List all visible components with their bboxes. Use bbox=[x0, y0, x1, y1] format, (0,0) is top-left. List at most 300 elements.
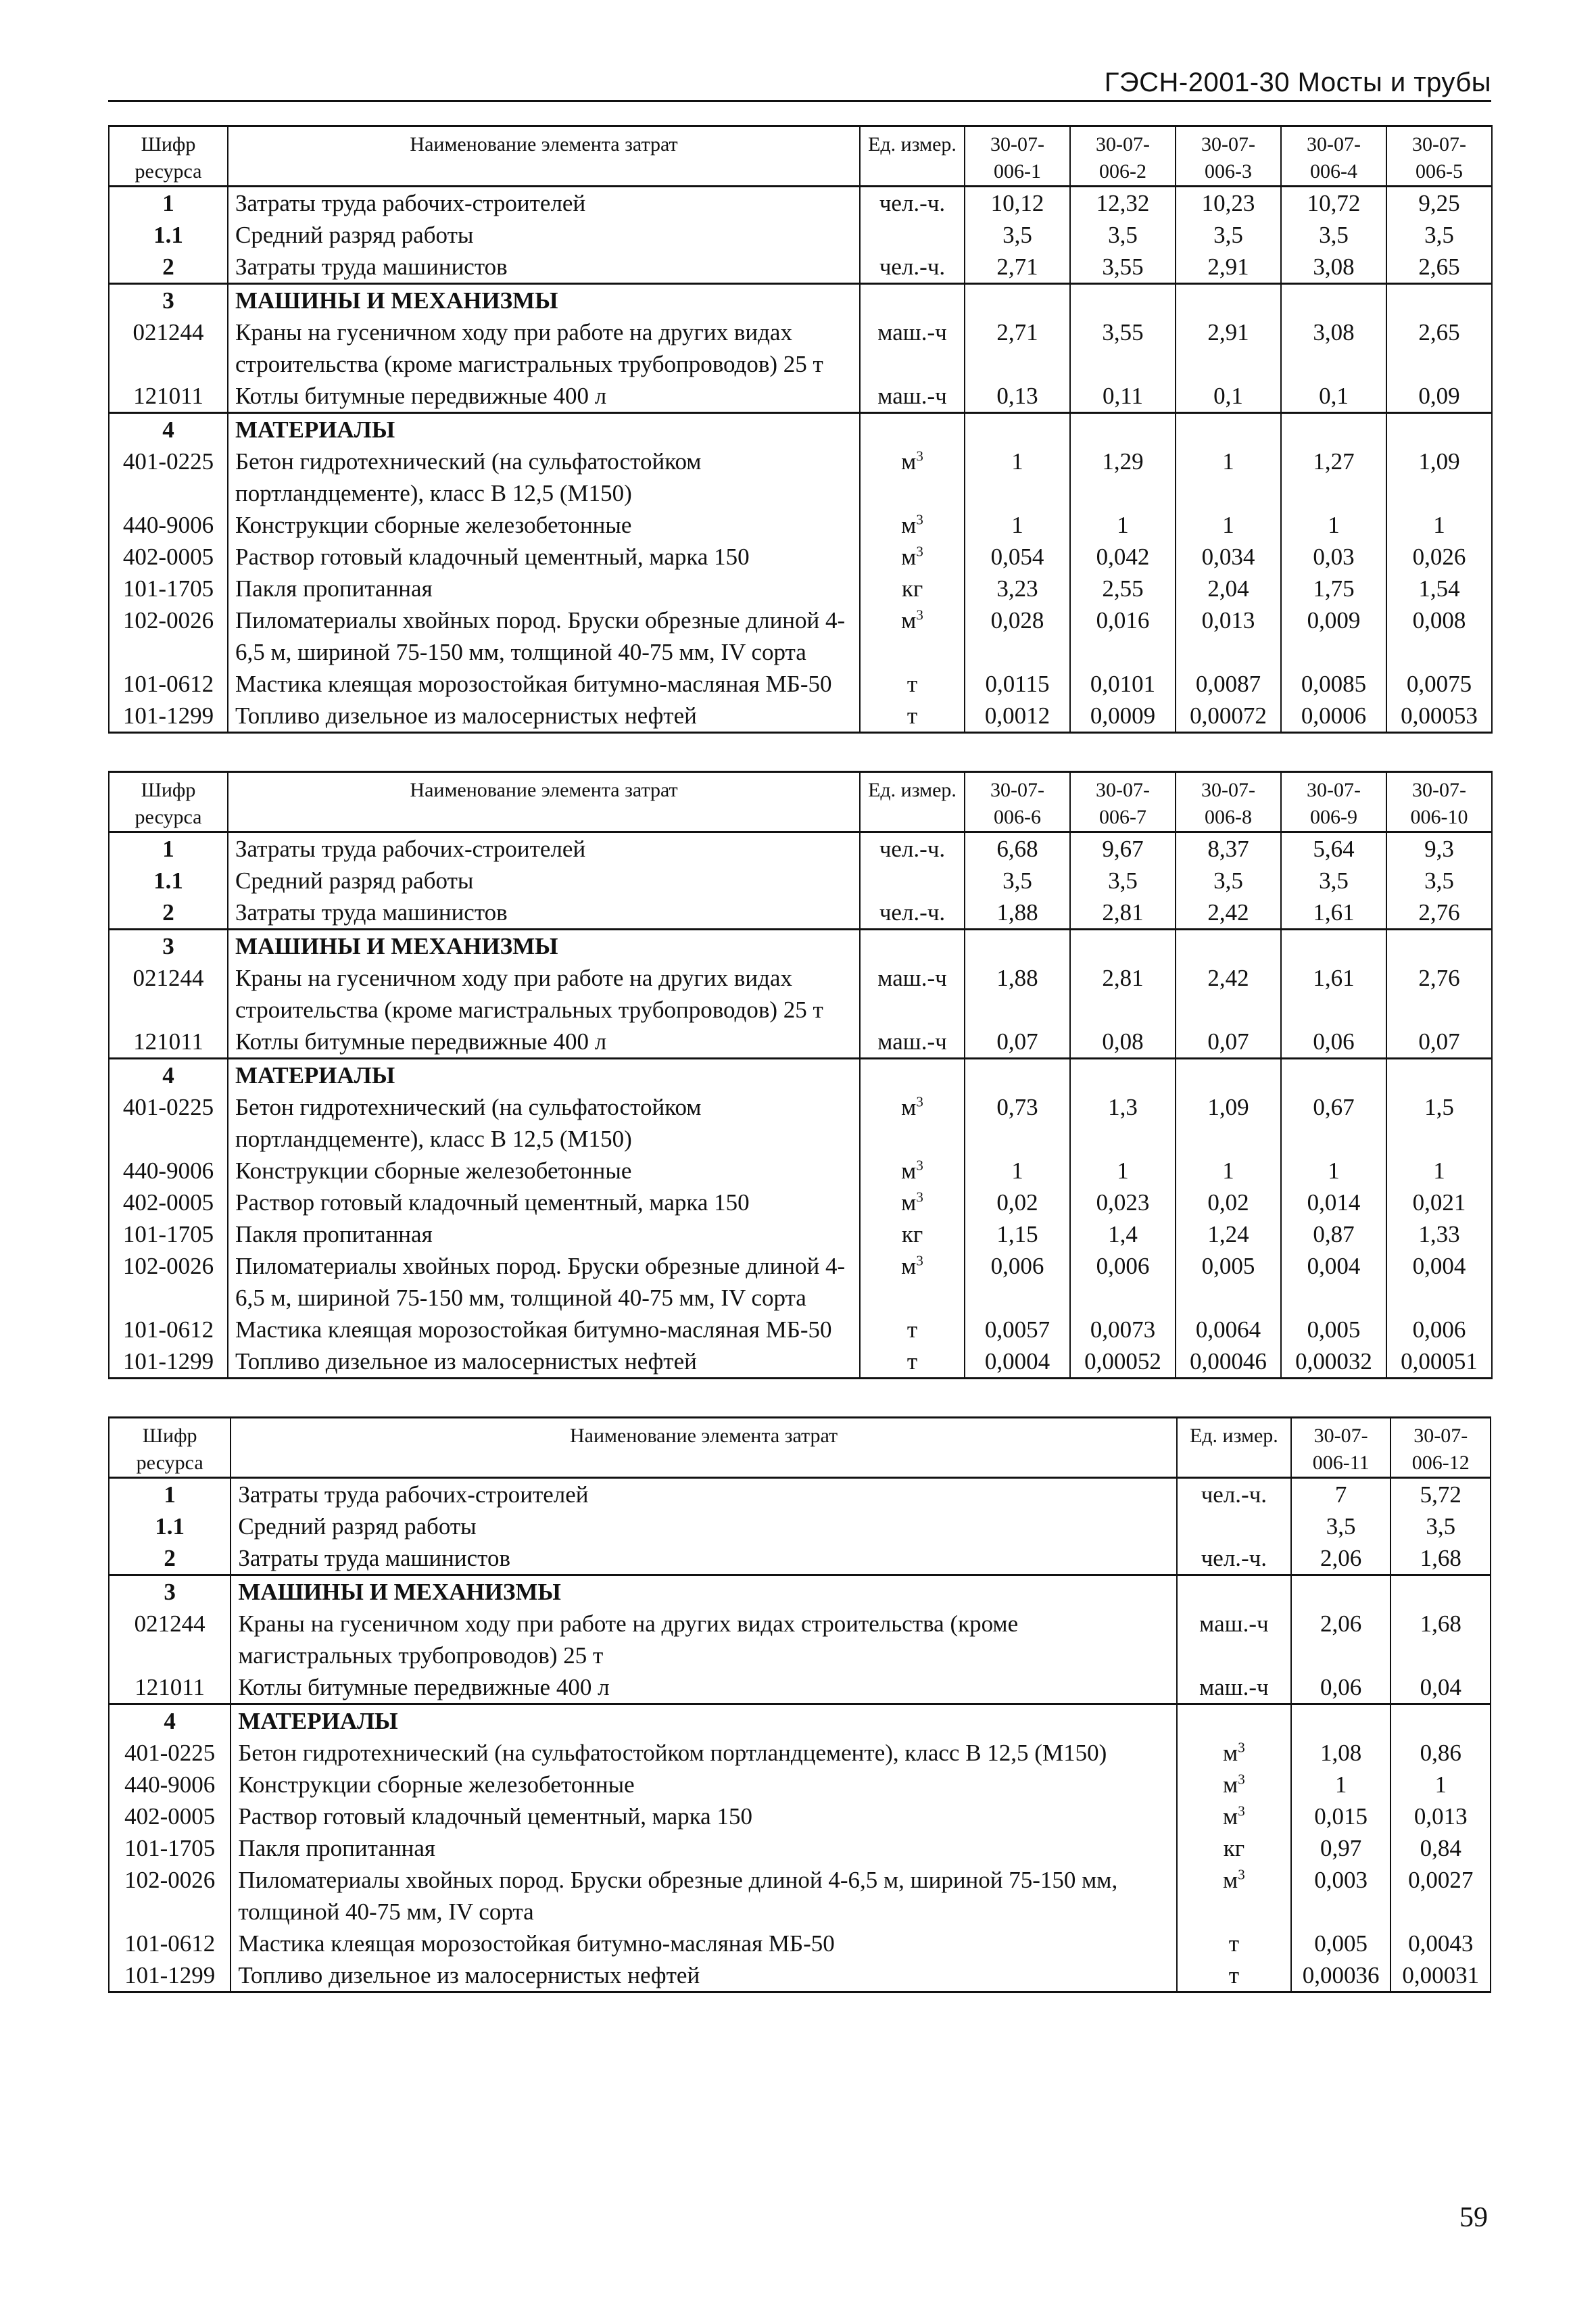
norm-value: 0,013 bbox=[1391, 1800, 1491, 1832]
norm-value: 1,75 bbox=[1281, 573, 1386, 604]
norm-value: 2,91 bbox=[1176, 316, 1281, 380]
resource-code: 4 bbox=[109, 413, 228, 446]
unit-cell: $м^3$ bbox=[860, 1250, 965, 1314]
norm-value bbox=[1386, 930, 1492, 963]
resource-code: 401-0225 bbox=[109, 446, 228, 509]
cost-item-name: Топливо дизельное из малосернистых нефтей bbox=[231, 1959, 1177, 1992]
cost-item-name: Затраты труда машинистов bbox=[228, 251, 860, 284]
cost-item-name: Затраты труда машинистов bbox=[231, 1542, 1177, 1575]
norm-value: 0,73 bbox=[965, 1091, 1070, 1155]
resource-code: 402-0005 bbox=[109, 1187, 228, 1218]
cost-item-name: Топливо дизельное из малосернистых нефтей bbox=[228, 1345, 860, 1379]
norm-value: 9,25 bbox=[1386, 187, 1492, 220]
norm-value: 0,016 bbox=[1070, 604, 1176, 668]
norm-value: 0,0087 bbox=[1176, 668, 1281, 700]
section-row bbox=[109, 284, 1492, 317]
unit-superscript: 3 bbox=[916, 1093, 923, 1110]
header-code: Шифр ресурса bbox=[109, 1418, 231, 1478]
norm-value: 0,03 bbox=[1281, 541, 1386, 573]
unit-cell bbox=[860, 219, 965, 251]
unit-cell: $м^3$ bbox=[860, 1155, 965, 1187]
resource-code: 1.1 bbox=[109, 865, 228, 897]
unit-cell: чел.-ч. bbox=[1177, 1478, 1291, 1511]
norm-value: 3,5 bbox=[965, 865, 1070, 897]
norm-value: 2,76 bbox=[1386, 897, 1492, 930]
cost-item-name: Котлы битумные передвижные 400 л bbox=[231, 1671, 1177, 1704]
header-norm-code: 30-07-006-3 bbox=[1176, 126, 1281, 187]
table-row bbox=[109, 1478, 1491, 1511]
unit-cell: кг bbox=[1177, 1832, 1291, 1864]
unit-cell bbox=[1177, 1704, 1291, 1738]
norm-value: 3,5 bbox=[1176, 219, 1281, 251]
norm-value: 0,0009 bbox=[1070, 700, 1176, 733]
running-header: ГЭСН-2001-30 Мосты и трубы bbox=[1104, 68, 1491, 97]
cost-item-name: Котлы битумные передвижные 400 л bbox=[228, 380, 860, 413]
norm-value: 0,00072 bbox=[1176, 700, 1281, 733]
norm-value bbox=[1070, 413, 1176, 446]
table-row bbox=[109, 1928, 1491, 1959]
norm-value: 2,81 bbox=[1070, 897, 1176, 930]
norm-value: 2,71 bbox=[965, 316, 1070, 380]
cost-item-name: Конструкции сборные железобетонные bbox=[231, 1769, 1177, 1800]
resource-code: 1 bbox=[109, 832, 228, 865]
resource-code: 3 bbox=[109, 284, 228, 317]
table-row bbox=[109, 1155, 1492, 1187]
section-title: МАТЕРИАЛЫ bbox=[231, 1704, 1177, 1738]
norm-value bbox=[1291, 1704, 1391, 1738]
norm-value: 2,71 bbox=[965, 251, 1070, 284]
norm-value: 0,0027 bbox=[1391, 1864, 1491, 1928]
norm-value: 1,68 bbox=[1391, 1608, 1491, 1671]
norm-value: 3,5 bbox=[1176, 865, 1281, 897]
cost-item-name: Конструкции сборные железобетонные bbox=[228, 509, 860, 541]
norm-value bbox=[1176, 413, 1281, 446]
resource-code: 3 bbox=[109, 930, 228, 963]
resource-code: 101-1299 bbox=[109, 1345, 228, 1379]
cost-item-name: Затраты труда рабочих-строителей bbox=[231, 1478, 1177, 1511]
norm-value: 1,15 bbox=[965, 1218, 1070, 1250]
section-row bbox=[109, 1704, 1491, 1738]
header-norm-code: 30-07-006-12 bbox=[1391, 1418, 1491, 1478]
cost-item-name: Пиломатериалы хвойных пород. Бруски обрезные длиной 4-6,5 м, шириной 75-150 мм, толщиной 40-75 мм, IV сорта bbox=[231, 1864, 1177, 1928]
unit-cell bbox=[860, 930, 965, 963]
table-row bbox=[109, 1608, 1491, 1671]
norm-value: 1,5 bbox=[1386, 1091, 1492, 1155]
norm-value: 0,67 bbox=[1281, 1091, 1386, 1155]
cost-item-name: Средний разряд работы bbox=[228, 865, 860, 897]
section-title: МАТЕРИАЛЫ bbox=[228, 1059, 860, 1092]
resource-code: 101-0612 bbox=[109, 1314, 228, 1345]
table-row bbox=[109, 251, 1492, 284]
norm-value: 7 bbox=[1291, 1478, 1391, 1511]
norm-table-3 bbox=[108, 1416, 1491, 1993]
resource-code: 1 bbox=[109, 1478, 231, 1511]
norm-value: 1,09 bbox=[1386, 446, 1492, 509]
unit-cell: т bbox=[1177, 1928, 1291, 1959]
unit-cell: кг bbox=[860, 573, 965, 604]
norm-value: 0,006 bbox=[1070, 1250, 1176, 1314]
norm-value: 0,0006 bbox=[1281, 700, 1386, 733]
norm-value: 0,034 bbox=[1176, 541, 1281, 573]
norm-value: 1,61 bbox=[1281, 897, 1386, 930]
norm-value bbox=[965, 284, 1070, 317]
norm-value: 0,0057 bbox=[965, 1314, 1070, 1345]
cost-item-name: Котлы битумные передвижные 400 л bbox=[228, 1026, 860, 1059]
header-norm-code: 30-07-006-4 bbox=[1281, 126, 1386, 187]
table-row bbox=[109, 1314, 1492, 1345]
norm-value bbox=[965, 413, 1070, 446]
header-code: Шифр ресурса bbox=[109, 126, 228, 187]
norm-value: 2,76 bbox=[1386, 962, 1492, 1026]
resource-code: 102-0026 bbox=[109, 1250, 228, 1314]
unit-cell: $м^3$ bbox=[860, 604, 965, 668]
cost-item-name: Бетон гидротехнический (на сульфатостойком портландцементе), класс В 12,5 (М150) bbox=[228, 1091, 860, 1155]
norm-value: 0,0075 bbox=[1386, 668, 1492, 700]
cost-item-name: Конструкции сборные железобетонные bbox=[228, 1155, 860, 1187]
table-row bbox=[109, 1832, 1491, 1864]
norm-value: 0,02 bbox=[1176, 1187, 1281, 1218]
resource-code: 1 bbox=[109, 187, 228, 220]
cost-item-name: Пиломатериалы хвойных пород. Бруски обрезные длиной 4-6,5 м, шириной 75-150 мм, толщиной 40-75 мм, IV сорта bbox=[228, 604, 860, 668]
norm-value: 1 bbox=[1070, 509, 1176, 541]
unit-cell bbox=[1177, 1510, 1291, 1542]
norm-value bbox=[1291, 1575, 1391, 1608]
table-header-row bbox=[109, 126, 1492, 187]
norm-value: 1,4 bbox=[1070, 1218, 1176, 1250]
norm-value: 1 bbox=[1176, 446, 1281, 509]
norm-value bbox=[1176, 284, 1281, 317]
table-row bbox=[109, 446, 1492, 509]
norm-value: 3,08 bbox=[1281, 316, 1386, 380]
table-header-row bbox=[109, 772, 1492, 832]
unit-superscript: 3 bbox=[916, 1252, 923, 1269]
norm-value bbox=[1176, 930, 1281, 963]
norm-value: 10,12 bbox=[965, 187, 1070, 220]
unit-cell: чел.-ч. bbox=[860, 897, 965, 930]
unit-cell: $м^3$ bbox=[860, 1091, 965, 1155]
norm-value: 5,64 bbox=[1281, 832, 1386, 865]
cost-item-name: Мастика клеящая морозостойкая битумно-масляная МБ-50 bbox=[228, 668, 860, 700]
cost-item-name: Затраты труда рабочих-строителей bbox=[228, 832, 860, 865]
norm-value: 0,84 bbox=[1391, 1832, 1491, 1864]
table-row bbox=[109, 1250, 1492, 1314]
header-norm-code: 30-07-006-2 bbox=[1070, 126, 1176, 187]
cost-item-name: Краны на гусеничном ходу при работе на других видах строительства (кроме магистральных трубопроводов) 25 т bbox=[228, 962, 860, 1026]
unit-cell: т bbox=[860, 1314, 965, 1345]
norm-value: 0,07 bbox=[965, 1026, 1070, 1059]
norm-value: 0,07 bbox=[1176, 1026, 1281, 1059]
norm-value: 0,014 bbox=[1281, 1187, 1386, 1218]
norm-value: 0,005 bbox=[1291, 1928, 1391, 1959]
resource-code: 2 bbox=[109, 1542, 231, 1575]
norm-value bbox=[1391, 1575, 1491, 1608]
header-norm-code: 30-07-006-8 bbox=[1176, 772, 1281, 832]
resource-code: 4 bbox=[109, 1704, 231, 1738]
unit-cell bbox=[860, 413, 965, 446]
norm-value: 1,33 bbox=[1386, 1218, 1492, 1250]
unit-cell: т bbox=[860, 1345, 965, 1379]
cost-item-name: Раствор готовый кладочный цементный, марка 150 bbox=[228, 1187, 860, 1218]
resource-code: 121011 bbox=[109, 380, 228, 413]
section-row bbox=[109, 1059, 1492, 1092]
resource-code: 402-0005 bbox=[109, 541, 228, 573]
norm-value: 3,5 bbox=[1291, 1510, 1391, 1542]
unit-cell: чел.-ч. bbox=[1177, 1542, 1291, 1575]
norm-value: 1 bbox=[965, 446, 1070, 509]
norm-value: 1 bbox=[1176, 1155, 1281, 1187]
cost-item-name: Пиломатериалы хвойных пород. Бруски обрезные длиной 4-6,5 м, шириной 75-150 мм, толщиной 40-75 мм, IV сорта bbox=[228, 1250, 860, 1314]
norm-value: 0,015 bbox=[1291, 1800, 1391, 1832]
table-row bbox=[109, 700, 1492, 733]
norm-value bbox=[965, 930, 1070, 963]
cost-item-name: Затраты труда рабочих-строителей bbox=[228, 187, 860, 220]
section-title: МАШИНЫ И МЕХАНИЗМЫ bbox=[228, 284, 860, 317]
unit-superscript: 3 bbox=[1238, 1771, 1245, 1788]
resource-code: 121011 bbox=[109, 1026, 228, 1059]
section-title: МАТЕРИАЛЫ bbox=[228, 413, 860, 446]
norm-value: 0,009 bbox=[1281, 604, 1386, 668]
norm-value: 2,04 bbox=[1176, 573, 1281, 604]
resource-code: 1.1 bbox=[109, 219, 228, 251]
cost-item-name: Бетон гидротехнический (на сульфатостойком портландцементе), класс В 12,5 (М150) bbox=[228, 446, 860, 509]
header-unit: Ед. измер. bbox=[860, 126, 965, 187]
resource-code: 402-0005 bbox=[109, 1800, 231, 1832]
norm-value: 1,54 bbox=[1386, 573, 1492, 604]
resource-code: 101-1705 bbox=[109, 1218, 228, 1250]
header-norm-code: 30-07-006-5 bbox=[1386, 126, 1492, 187]
unit-cell: $м^3$ bbox=[1177, 1800, 1291, 1832]
cost-item-name: Средний разряд работы bbox=[228, 219, 860, 251]
header-norm-code: 30-07-006-7 bbox=[1070, 772, 1176, 832]
cost-item-name: Мастика клеящая морозостойкая битумно-масляная МБ-50 bbox=[231, 1928, 1177, 1959]
section-title: МАШИНЫ И МЕХАНИЗМЫ bbox=[231, 1575, 1177, 1608]
unit-superscript: 3 bbox=[916, 1189, 923, 1206]
unit-superscript: 3 bbox=[916, 1157, 923, 1174]
unit-cell bbox=[860, 865, 965, 897]
unit-cell: чел.-ч. bbox=[860, 251, 965, 284]
unit-superscript: 3 bbox=[916, 606, 923, 623]
norm-value: 1 bbox=[1176, 509, 1281, 541]
norm-value: 0,00032 bbox=[1281, 1345, 1386, 1379]
norm-value: 0,004 bbox=[1281, 1250, 1386, 1314]
resource-code: 102-0026 bbox=[109, 604, 228, 668]
cost-table bbox=[108, 1416, 1491, 1993]
table-row bbox=[109, 573, 1492, 604]
unit-cell: т bbox=[860, 668, 965, 700]
norm-value: 0,0004 bbox=[965, 1345, 1070, 1379]
norm-value: 0,0012 bbox=[965, 700, 1070, 733]
norm-value: 0,023 bbox=[1070, 1187, 1176, 1218]
norm-value: 1 bbox=[965, 1155, 1070, 1187]
section-row bbox=[109, 930, 1492, 963]
norm-value: 1,29 bbox=[1070, 446, 1176, 509]
table-row bbox=[109, 1187, 1492, 1218]
norm-value: 6,68 bbox=[965, 832, 1070, 865]
norm-value: 3,5 bbox=[1386, 865, 1492, 897]
norm-value: 1 bbox=[1070, 1155, 1176, 1187]
norm-value bbox=[1070, 1059, 1176, 1092]
resource-code: 101-1299 bbox=[109, 1959, 231, 1992]
cost-item-name: Средний разряд работы bbox=[231, 1510, 1177, 1542]
table-row bbox=[109, 1769, 1491, 1800]
norm-value: 1,24 bbox=[1176, 1218, 1281, 1250]
resource-code: 440-9006 bbox=[109, 1155, 228, 1187]
header-norm-code: 30-07-006-9 bbox=[1281, 772, 1386, 832]
table-row bbox=[109, 1218, 1492, 1250]
resource-code: 101-0612 bbox=[109, 1928, 231, 1959]
unit-cell bbox=[860, 284, 965, 317]
norm-value: 0,00053 bbox=[1386, 700, 1492, 733]
cost-item-name: Пакля пропитанная bbox=[228, 1218, 860, 1250]
header-unit: Ед. измер. bbox=[860, 772, 965, 832]
norm-value: 2,65 bbox=[1386, 251, 1492, 284]
table-row bbox=[109, 832, 1492, 865]
norm-value: 0,0115 bbox=[965, 668, 1070, 700]
norm-value: 0,003 bbox=[1291, 1864, 1391, 1928]
norm-value: 1,3 bbox=[1070, 1091, 1176, 1155]
table-row bbox=[109, 1542, 1491, 1575]
resource-code: 021244 bbox=[109, 962, 228, 1026]
norm-value: 10,72 bbox=[1281, 187, 1386, 220]
table-row bbox=[109, 1800, 1491, 1832]
norm-value: 0,054 bbox=[965, 541, 1070, 573]
cost-item-name: Бетон гидротехнический (на сульфатостойком портландцементе), класс В 12,5 (М150) bbox=[231, 1737, 1177, 1769]
norm-value: 0,1 bbox=[1281, 380, 1386, 413]
table-row bbox=[109, 380, 1492, 413]
page-number: 59 bbox=[1459, 2202, 1488, 2233]
cost-table bbox=[108, 125, 1493, 734]
unit-cell: маш.-ч bbox=[860, 316, 965, 380]
resource-code: 440-9006 bbox=[109, 1769, 231, 1800]
norm-value: 0,021 bbox=[1386, 1187, 1492, 1218]
norm-value: 5,72 bbox=[1391, 1478, 1491, 1511]
section-title: МАШИНЫ И МЕХАНИЗМЫ bbox=[228, 930, 860, 963]
norm-value: 0,0064 bbox=[1176, 1314, 1281, 1345]
norm-value: 1 bbox=[1281, 1155, 1386, 1187]
unit-superscript: 3 bbox=[1238, 1803, 1245, 1819]
norm-value: 1 bbox=[1291, 1769, 1391, 1800]
norm-value: 12,32 bbox=[1070, 187, 1176, 220]
norm-value: 0,0101 bbox=[1070, 668, 1176, 700]
header-unit: Ед. измер. bbox=[1177, 1418, 1291, 1478]
header-name: Наименование элемента затрат bbox=[228, 126, 860, 187]
cost-item-name: Пакля пропитанная bbox=[231, 1832, 1177, 1864]
norm-value: 1,88 bbox=[965, 962, 1070, 1026]
norm-value: 1,08 bbox=[1291, 1737, 1391, 1769]
cost-item-name: Затраты труда машинистов bbox=[228, 897, 860, 930]
norm-value: 1 bbox=[965, 509, 1070, 541]
norm-value: 0,0043 bbox=[1391, 1928, 1491, 1959]
resource-code: 021244 bbox=[109, 316, 228, 380]
norm-value: 3,23 bbox=[965, 573, 1070, 604]
table-row bbox=[109, 219, 1492, 251]
resource-code: 2 bbox=[109, 897, 228, 930]
norm-value: 3,5 bbox=[1281, 219, 1386, 251]
table-row bbox=[109, 1026, 1492, 1059]
norm-value: 0,00031 bbox=[1391, 1959, 1491, 1992]
norm-value bbox=[1391, 1704, 1491, 1738]
resource-code: 021244 bbox=[109, 1608, 231, 1671]
resource-code: 101-1299 bbox=[109, 700, 228, 733]
norm-value: 3,5 bbox=[1386, 219, 1492, 251]
table-row bbox=[109, 509, 1492, 541]
norm-value: 0,00046 bbox=[1176, 1345, 1281, 1379]
norm-value: 2,06 bbox=[1291, 1608, 1391, 1671]
norm-value: 0,005 bbox=[1176, 1250, 1281, 1314]
table-row bbox=[109, 962, 1492, 1026]
table-row bbox=[109, 668, 1492, 700]
table-row bbox=[109, 1864, 1491, 1928]
norm-value: 0,06 bbox=[1281, 1026, 1386, 1059]
norm-value: 3,55 bbox=[1070, 251, 1176, 284]
norm-value: 2,81 bbox=[1070, 962, 1176, 1026]
norm-value: 1 bbox=[1386, 509, 1492, 541]
cost-item-name: Пакля пропитанная bbox=[228, 573, 860, 604]
cost-item-name: Краны на гусеничном ходу при работе на других видах строительства (кроме магистральных трубопроводов) 25 т bbox=[231, 1608, 1177, 1671]
norm-value: 3,55 bbox=[1070, 316, 1176, 380]
norm-table-1 bbox=[108, 125, 1491, 734]
unit-cell: $м^3$ bbox=[860, 541, 965, 573]
table-row bbox=[109, 1959, 1491, 1992]
norm-value: 1,88 bbox=[965, 897, 1070, 930]
norm-value: 10,23 bbox=[1176, 187, 1281, 220]
unit-cell: маш.-ч bbox=[1177, 1608, 1291, 1671]
norm-value: 0,042 bbox=[1070, 541, 1176, 573]
table-row bbox=[109, 541, 1492, 573]
norm-value: 0,0085 bbox=[1281, 668, 1386, 700]
header-name: Наименование элемента затрат bbox=[231, 1418, 1177, 1478]
header-norm-code: 30-07-006-6 bbox=[965, 772, 1070, 832]
unit-cell: т bbox=[1177, 1959, 1291, 1992]
header-norm-code: 30-07-006-11 bbox=[1291, 1418, 1391, 1478]
norm-value: 1,09 bbox=[1176, 1091, 1281, 1155]
norm-value bbox=[1386, 413, 1492, 446]
norm-value: 0,02 bbox=[965, 1187, 1070, 1218]
norm-value: 2,06 bbox=[1291, 1542, 1391, 1575]
norm-value: 9,3 bbox=[1386, 832, 1492, 865]
header-code: Шифр ресурса bbox=[109, 772, 228, 832]
table-row bbox=[109, 865, 1492, 897]
norm-value bbox=[1386, 284, 1492, 317]
norm-value: 0,09 bbox=[1386, 380, 1492, 413]
resource-code: 101-1705 bbox=[109, 573, 228, 604]
norm-value bbox=[965, 1059, 1070, 1092]
norm-value: 3,5 bbox=[1070, 219, 1176, 251]
norm-value: 0,87 bbox=[1281, 1218, 1386, 1250]
norm-value: 0,1 bbox=[1176, 380, 1281, 413]
cost-item-name: Раствор готовый кладочный цементный, марка 150 bbox=[228, 541, 860, 573]
unit-superscript: 3 bbox=[916, 511, 923, 528]
norm-value: 2,65 bbox=[1386, 316, 1492, 380]
norm-value: 0,00051 bbox=[1386, 1345, 1492, 1379]
unit-cell: т bbox=[860, 700, 965, 733]
norm-value: 1 bbox=[1386, 1155, 1492, 1187]
unit-cell: маш.-ч bbox=[860, 962, 965, 1026]
unit-superscript: 3 bbox=[916, 543, 923, 560]
norm-value: 3,08 bbox=[1281, 251, 1386, 284]
norm-value: 0,11 bbox=[1070, 380, 1176, 413]
resource-code: 102-0026 bbox=[109, 1864, 231, 1928]
unit-cell: кг bbox=[860, 1218, 965, 1250]
resource-code: 121011 bbox=[109, 1671, 231, 1704]
norm-value: 3,5 bbox=[1070, 865, 1176, 897]
norm-value bbox=[1281, 1059, 1386, 1092]
norm-value: 1 bbox=[1281, 509, 1386, 541]
norm-value: 3,5 bbox=[1281, 865, 1386, 897]
unit-cell bbox=[1177, 1575, 1291, 1608]
cost-table bbox=[108, 771, 1493, 1379]
norm-value: 1,68 bbox=[1391, 1542, 1491, 1575]
